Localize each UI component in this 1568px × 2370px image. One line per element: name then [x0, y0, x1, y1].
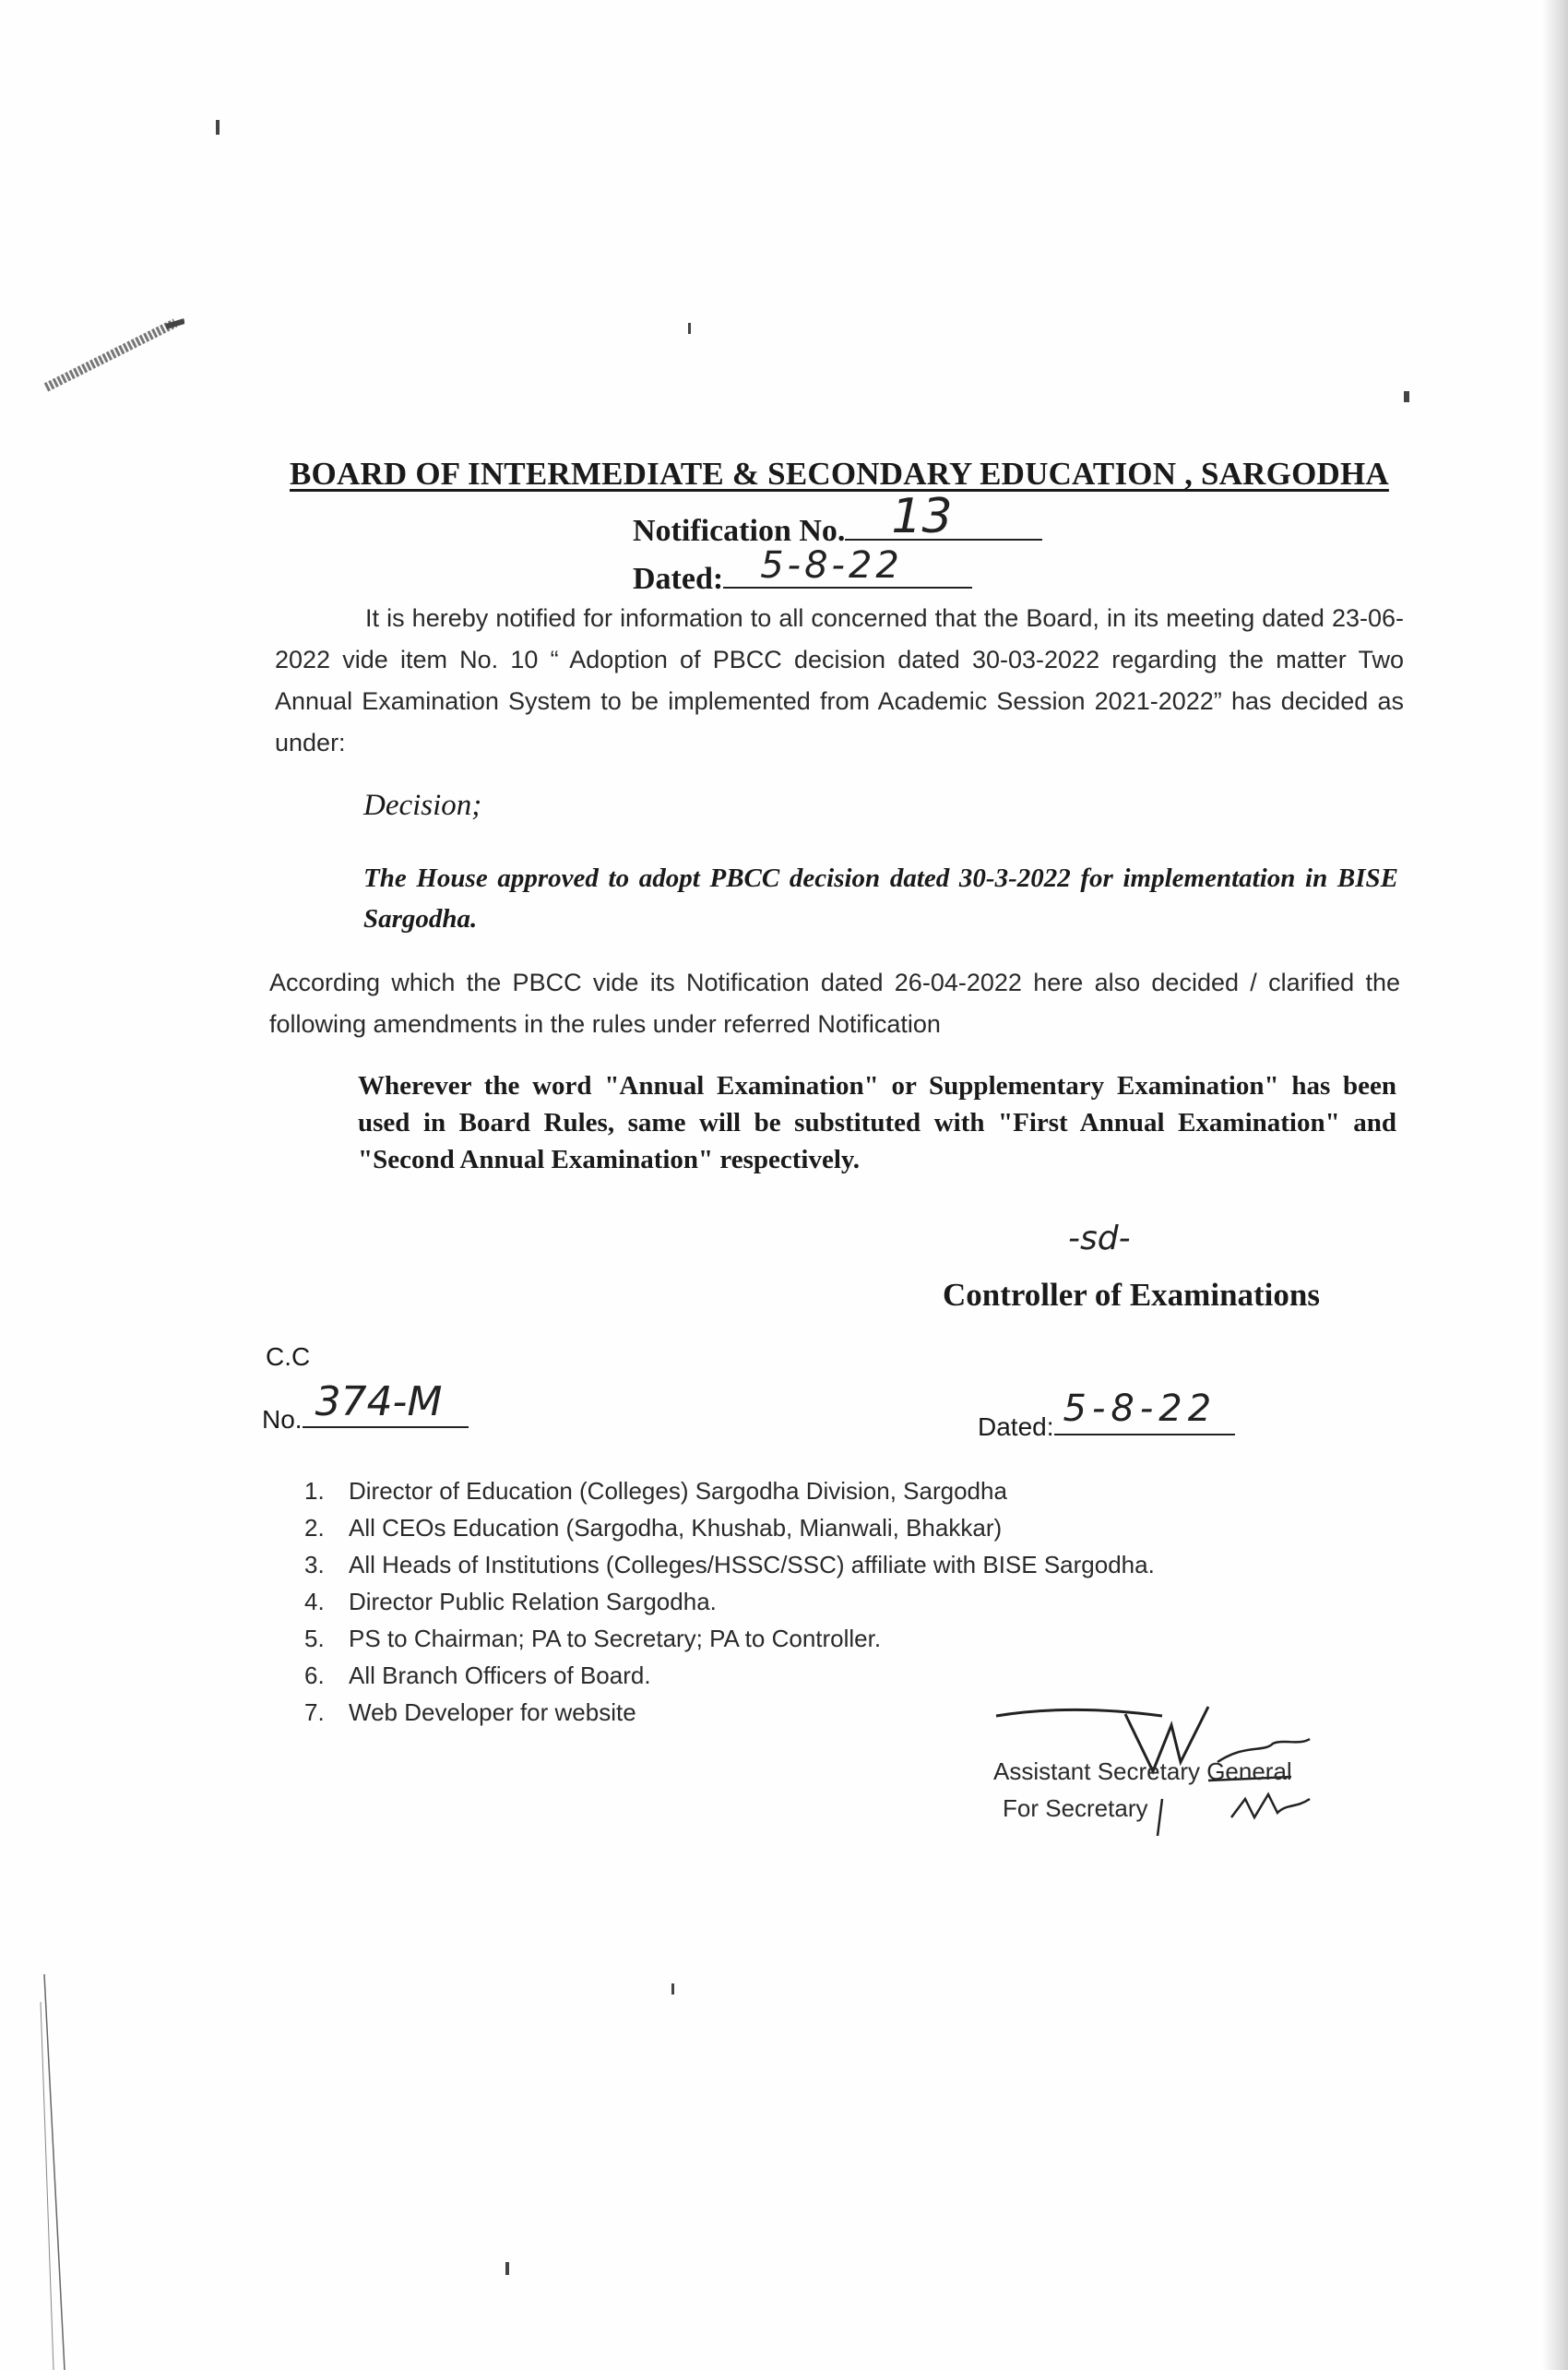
decision-text: The House approved to adopt PBCC decision dated 30-3-2022 for implementation in BISE Sargodha. — [363, 863, 1398, 934]
assistant-secretary-title: Assistant Secretary General — [993, 1757, 1292, 1785]
scan-speck — [1404, 391, 1409, 402]
dated-label: Dated: — [633, 562, 724, 596]
decision-heading: Decision; — [363, 789, 482, 822]
list-item: 2. All CEOs Education (Sargodha, Khushab, Mianwali, Bhakkar) — [304, 1514, 1003, 1542]
page-edge-shadow — [1542, 0, 1568, 2370]
board-title: BOARD OF INTERMEDIATE & SECONDARY EDUCATION , SARGODHA — [290, 456, 1389, 492]
according-paragraph: According which the PBCC vide its Notification dated 26-04-2022 here also decided / clarified the following amendments in the rules under referred Notification — [269, 969, 1400, 1038]
for-secretary-line: For Secretary — [1003, 1794, 1148, 1822]
notification-number-row — [633, 489, 1042, 549]
scan-edge-lines — [37, 1974, 74, 2370]
notification-number-handwritten: 13 — [891, 489, 953, 544]
cc-dated-label: Dated: — [978, 1412, 1054, 1441]
scan-speck — [505, 2262, 509, 2275]
reference-number-row — [262, 1378, 469, 1435]
intro-paragraph: It is hereby notified for information to all concerned that the Board, in its meeting dated 23-06-2022 vide item No. 10 “ Adoption of PBCC decision dated 30-03-2022 regarding the matter Two Annual Examination System to be implemented from Academic Session 2021-2022” has decided as under: — [275, 604, 1404, 756]
list-item: 6. All Branch Officers of Board. — [304, 1661, 651, 1689]
notification-date-row — [633, 544, 972, 597]
notification-number-field — [845, 489, 1042, 544]
list-item: 5. PS to Chairman; PA to Secretary; PA to Controller. — [304, 1625, 882, 1652]
reference-number-handwritten: 374-M — [315, 1378, 443, 1425]
list-item: 4. Director Public Relation Sargodha. — [304, 1588, 717, 1615]
cc-dated-handwritten: 5-8-22 — [1063, 1387, 1218, 1430]
no-label: No. — [262, 1405, 303, 1434]
staple-mark-icon — [37, 295, 184, 406]
initials-scribble — [1227, 1785, 1319, 1831]
notification-label: Notification No. — [633, 514, 846, 548]
cc-dated-field — [1054, 1387, 1235, 1435]
scan-speck — [216, 120, 220, 135]
cc-label: C.C — [266, 1342, 311, 1371]
list-item: 1. Director of Education (Colleges) Sargodha Division, Sargodha — [304, 1477, 1007, 1505]
list-item: 3. All Heads of Institutions (Colleges/HSSC/SSC) affiliate with BISE Sargodha. — [304, 1551, 1155, 1578]
dated-field — [723, 544, 972, 589]
controller-title: Controller of Examinations — [943, 1277, 1320, 1313]
reference-number-field — [303, 1378, 469, 1428]
sd-signature-mark: -sd- — [1068, 1220, 1131, 1257]
scan-speck — [671, 1983, 674, 1995]
amendment-paragraph: Wherever the word "Annual Examination" or Supplementary Examination" has been used in Board Rules, same will be substituted with "First Annual Examination" and "Second Annual Examination" respectively. — [358, 1071, 1396, 1174]
scan-speck — [688, 323, 691, 334]
dated-handwritten: 5-8-22 — [760, 544, 903, 587]
list-item: 7. Web Developer for website — [304, 1698, 636, 1726]
cc-date-row — [978, 1387, 1235, 1442]
